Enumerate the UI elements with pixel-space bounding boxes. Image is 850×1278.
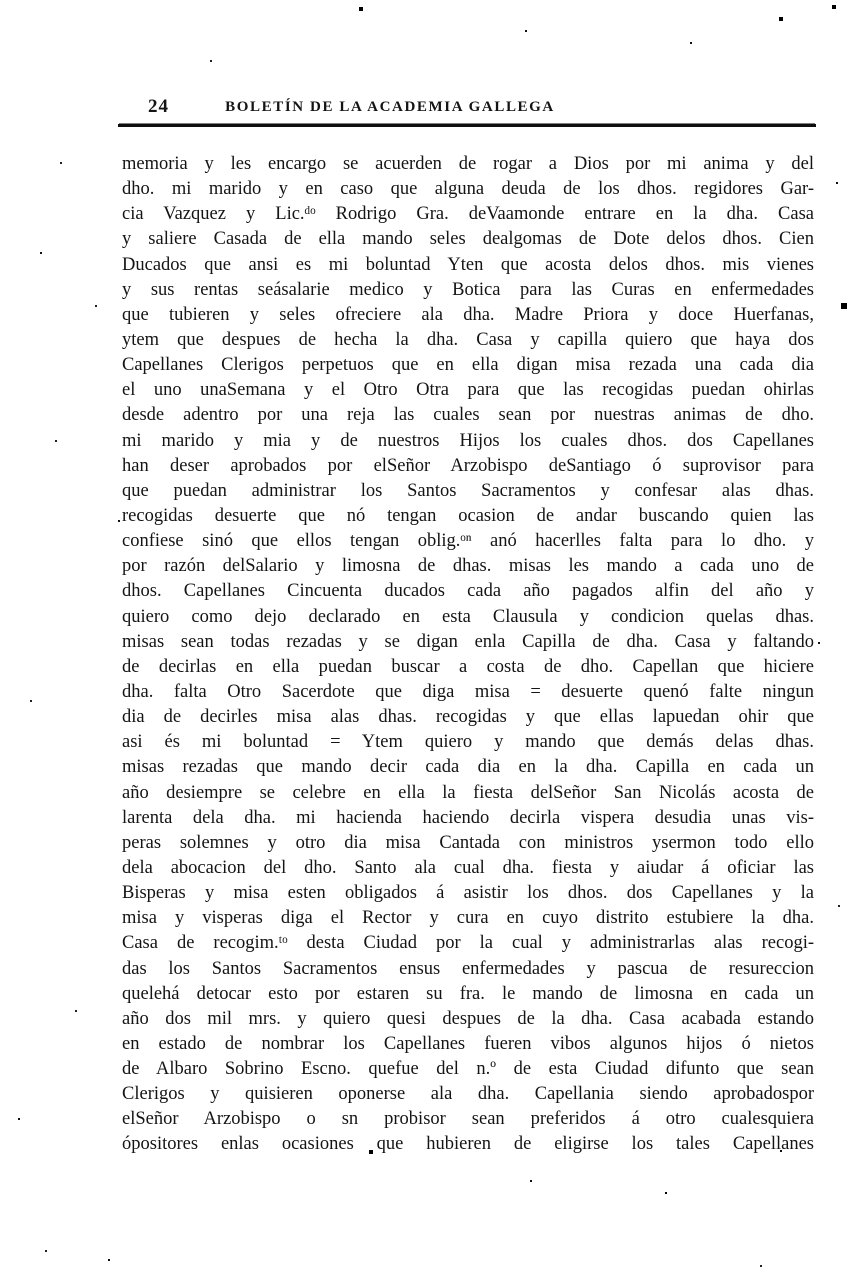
text-line: memoria y les encargo se acuerden de rogar a Dios por mi anima y del	[122, 154, 814, 174]
text-line: que puedan administrar los Santos Sacramentos y confesar alas dhas.	[122, 480, 814, 501]
text-line: dela abocacion del dho. Santo ala cual dha. fiesta y aiudar á oficiar las	[122, 857, 814, 878]
text-line: confiese sinó que ellos tengan oblig.ᵒⁿ anó hacerlles falta para lo dho. y	[122, 531, 814, 552]
text-line: en estado de nombrar los Capellanes fueren vibos algunos hijos ó nietos	[122, 1033, 814, 1054]
page-number: 24	[148, 96, 169, 117]
text-line: año dos mil mrs. y quiero quesi despues de la dha. Casa acabada estando	[122, 1008, 814, 1029]
text-line: Bisperas y misa esten obligados á asistir los dhos. dos Capellanes y la	[122, 883, 814, 904]
text-line: misas rezadas que mando decir cada dia en la dha. Capilla en cada un	[122, 757, 814, 778]
text-line: misa y visperas diga el Rector y cura en cuyo distrito estubiere la dha.	[122, 908, 814, 929]
text-line: asi és mi boluntad = Ytem quiero y mando que demás delas dhas.	[122, 732, 814, 753]
text-line: Capellanes Clerigos perpetuos que en ella digan misa rezada una cada dia	[122, 355, 814, 376]
text-line: Ducados que ansi es mi boluntad Yten que acosta delos dhos. mis vienes	[122, 254, 814, 275]
text-line: ytem que despues de hecha la dha. Casa y capilla quiero que haya dos	[122, 329, 814, 350]
text-line: mi marido y mia y de nuestros Hijos los cuales dhos. dos Capellanes	[122, 430, 814, 451]
text-line: dia de decirles misa alas dhas. recogidas y que ellas lapuedan ohir que	[122, 707, 814, 728]
scan-noise-specks	[0, 0, 2, 2]
page-body-text	[122, 152, 814, 1158]
text-line: cia Vazquez y Lic.ᵈᵒ Rodrigo Gra. deVaamonde entrare en la dha. Casa	[122, 204, 814, 225]
text-line: recogidas desuerte que nó tengan ocasion de andar buscando quien las	[122, 505, 814, 526]
journal-header-title: BOLETÍN DE LA ACADEMIA GALLEGA	[225, 99, 555, 115]
text-line: dha. falta Otro Sacerdote que diga misa = desuerte quenó falte ningun	[122, 681, 814, 702]
text-line: el uno unaSemana y el Otro Otra para que las recogidas puedan ohirlas	[122, 380, 814, 401]
text-line: de Albaro Sobrino Escno. quefue del n.º de esta Ciudad difunto que sean	[122, 1059, 814, 1080]
text-line: quiero como dejo declarado en esta Clausula y condicion quelas dhas.	[122, 606, 814, 627]
text-line: han deser aprobados por elSeñor Arzobispo deSantiago ó suprovisor para	[122, 455, 814, 476]
text-line: y sus rentas seásalarie medico y Botica para las Curas en enfermedades	[122, 279, 814, 300]
text-line: ópositores enlas ocasiones que hubieren de eligirse los tales Capellanes	[122, 1134, 814, 1155]
text-line: y saliere Casada de ella mando seles dealgomas de Dote delos dhos. Cien	[122, 229, 814, 250]
text-line: año desiempre se celebre en ella la fiesta delSeñor San Nicolás acosta de	[122, 782, 814, 803]
text-line: dho. mi marido y en caso que alguna deuda de los dhos. regidores Gar-	[122, 179, 814, 200]
text-line: larenta dela dha. mi hacienda haciendo decirla vispera desudia unas vis-	[122, 807, 814, 828]
text-line: por razón delSalario y limosna de dhas. misas les mando a cada uno de	[122, 556, 814, 577]
text-line: elSeñor Arzobispo o sn probisor sean preferidos á otro cualesquiera	[122, 1109, 814, 1130]
text-line: misas sean todas rezadas y se digan enla Capilla de dha. Casa y faltando	[122, 631, 814, 652]
text-line: dhos. Capellanes Cincuenta ducados cada año pagados alfin del año y	[122, 581, 814, 602]
text-line: das los Santos Sacramentos ensus enfermedades y pascua de resureccion	[122, 958, 814, 979]
text-line: peras solemnes y otro dia misa Cantada con ministros ysermon todo ello	[122, 832, 814, 853]
header-rule	[118, 124, 816, 127]
text-line: que tubieren y seles ofreciere ala dha. Madre Priora y doce Huerfanas,	[122, 304, 814, 325]
text-line: de decirlas en ella puedan buscar a costa de dho. Capellan que hiciere	[122, 656, 814, 677]
text-line: desde adentro por una reja las cuales sean por nuestras animas de dho.	[122, 405, 814, 426]
text-line: quelehá detocar esto por estaren su fra. le mando de limosna en cada un	[122, 983, 814, 1004]
text-line: Casa de recogim.ᵗᵒ desta Ciudad por la cual y administrarlas alas recogi-	[122, 933, 814, 954]
text-line: Clerigos y quisieren oponerse ala dha. Capellania siendo aprobadospor	[122, 1084, 814, 1105]
